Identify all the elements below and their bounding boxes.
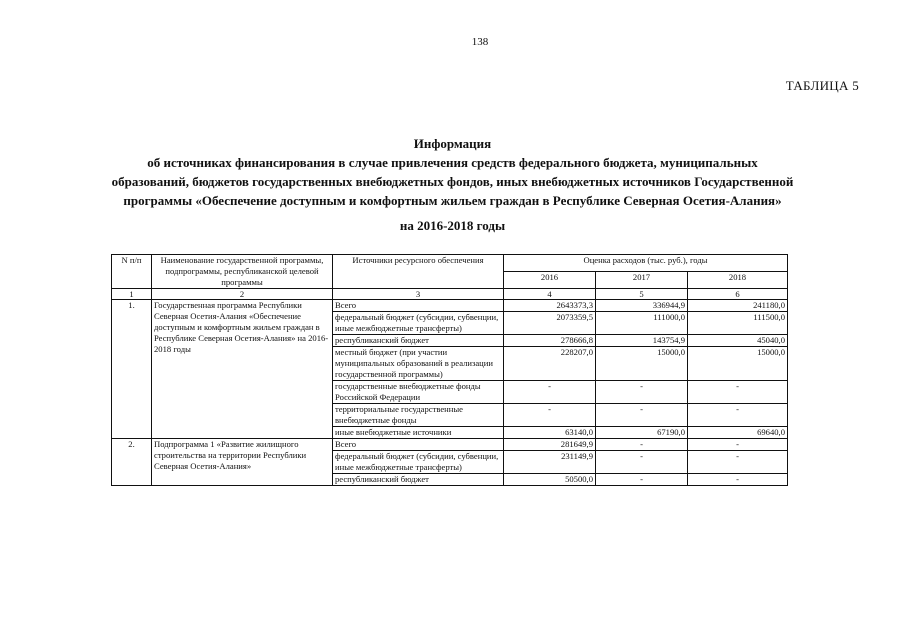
header-name: Наименование государственной программы, подпрограммы, республиканской целевой программы (152, 255, 333, 289)
program-name: Государственная программа Республики Северная Осетия-Алания «Обеспечение доступным и комфортным жильем граждан в Республике Северная Осетия-Алания» на 2016-2018 годы (152, 300, 333, 439)
value-2018: 45040,0 (688, 335, 788, 347)
value-2017: 67190,0 (596, 427, 688, 439)
header-year-2016: 2016 (504, 272, 596, 289)
heading-title: Информация (413, 136, 492, 151)
source-cell: федеральный бюджет (субсидии, субвенции, иные межбюджетные трансферты) (333, 451, 504, 474)
value-2016: 2643373,3 (504, 300, 596, 312)
heading-line-1: об источниках финансирования в случае привлечения средств федерального бюджета, муниципальных (147, 155, 758, 170)
source-cell: местный бюджет (при участии муниципальных образований в реализации государственной программы) (333, 347, 504, 381)
heading-period: на 2016-2018 годы (399, 218, 506, 233)
source-cell: республиканский бюджет (333, 474, 504, 486)
header-source: Источники ресурсного обеспечения (333, 255, 504, 289)
source-cell: Всего (333, 300, 504, 312)
source-cell: Всего (333, 439, 504, 451)
value-2018: 69640,0 (688, 427, 788, 439)
program-name: Подпрограмма 1 «Развитие жилищного строительства на территории Республики Северная Осетия-Алания» (152, 439, 333, 486)
value-2017: - (596, 381, 688, 404)
source-cell: государственные внебюджетные фонды Российской Федерации (333, 381, 504, 404)
document-heading (0, 134, 905, 235)
source-cell: республиканский бюджет (333, 335, 504, 347)
value-2016: 63140,0 (504, 427, 596, 439)
header-year-2017: 2017 (596, 272, 688, 289)
heading-line-3: программы «Обеспечение доступным и комфортным жильем граждан в Республике Северная Осетия-Алания» (123, 193, 782, 208)
value-2018: 111500,0 (688, 312, 788, 335)
header-num: N п/п (112, 255, 152, 289)
value-2016: 228207,0 (504, 347, 596, 381)
value-2018: 241180,0 (688, 300, 788, 312)
value-2017: - (596, 474, 688, 486)
table-row (112, 439, 788, 451)
heading-line-2: образований, бюджетов государственных внебюджетных фондов, иных внебюджетных источников Государственной (111, 174, 794, 189)
value-2016: 278666,8 (504, 335, 596, 347)
column-number: 4 (504, 289, 596, 300)
value-2017: 111000,0 (596, 312, 688, 335)
table-label: ТАБЛИЦА 5 (785, 78, 859, 93)
value-2018: - (688, 474, 788, 486)
source-cell: иные внебюджетные источники (333, 427, 504, 439)
value-2016: 2073359,5 (504, 312, 596, 335)
source-cell: территориальные государственные внебюджетные фонды (333, 404, 504, 427)
value-2017: - (596, 439, 688, 451)
source-cell: федеральный бюджет (субсидии, субвенции, иные межбюджетные трансферты) (333, 312, 504, 335)
value-2017: - (596, 404, 688, 427)
value-2018: 15000,0 (688, 347, 788, 381)
value-2016: 231149,9 (504, 451, 596, 474)
value-2016: 50500,0 (504, 474, 596, 486)
header-year-2018: 2018 (688, 272, 788, 289)
value-2018: - (688, 404, 788, 427)
table-row (112, 300, 788, 312)
column-number: 1 (112, 289, 152, 300)
page-number: 138 (471, 36, 489, 48)
value-2017: 143754,9 (596, 335, 688, 347)
column-numbering-row (112, 289, 788, 300)
value-2016: 281649,9 (504, 439, 596, 451)
value-2018: - (688, 451, 788, 474)
value-2018: - (688, 381, 788, 404)
column-number: 5 (596, 289, 688, 300)
value-2016: - (504, 404, 596, 427)
financing-table (111, 254, 788, 486)
value-2018: - (688, 439, 788, 451)
header-estimate: Оценка расходов (тыс. руб.), годы (504, 255, 788, 272)
row-number: 1. (112, 300, 152, 439)
value-2017: 336944,9 (596, 300, 688, 312)
column-number: 2 (152, 289, 333, 300)
row-number: 2. (112, 439, 152, 486)
value-2017: - (596, 451, 688, 474)
column-number: 3 (333, 289, 504, 300)
value-2017: 15000,0 (596, 347, 688, 381)
value-2016: - (504, 381, 596, 404)
column-number: 6 (688, 289, 788, 300)
